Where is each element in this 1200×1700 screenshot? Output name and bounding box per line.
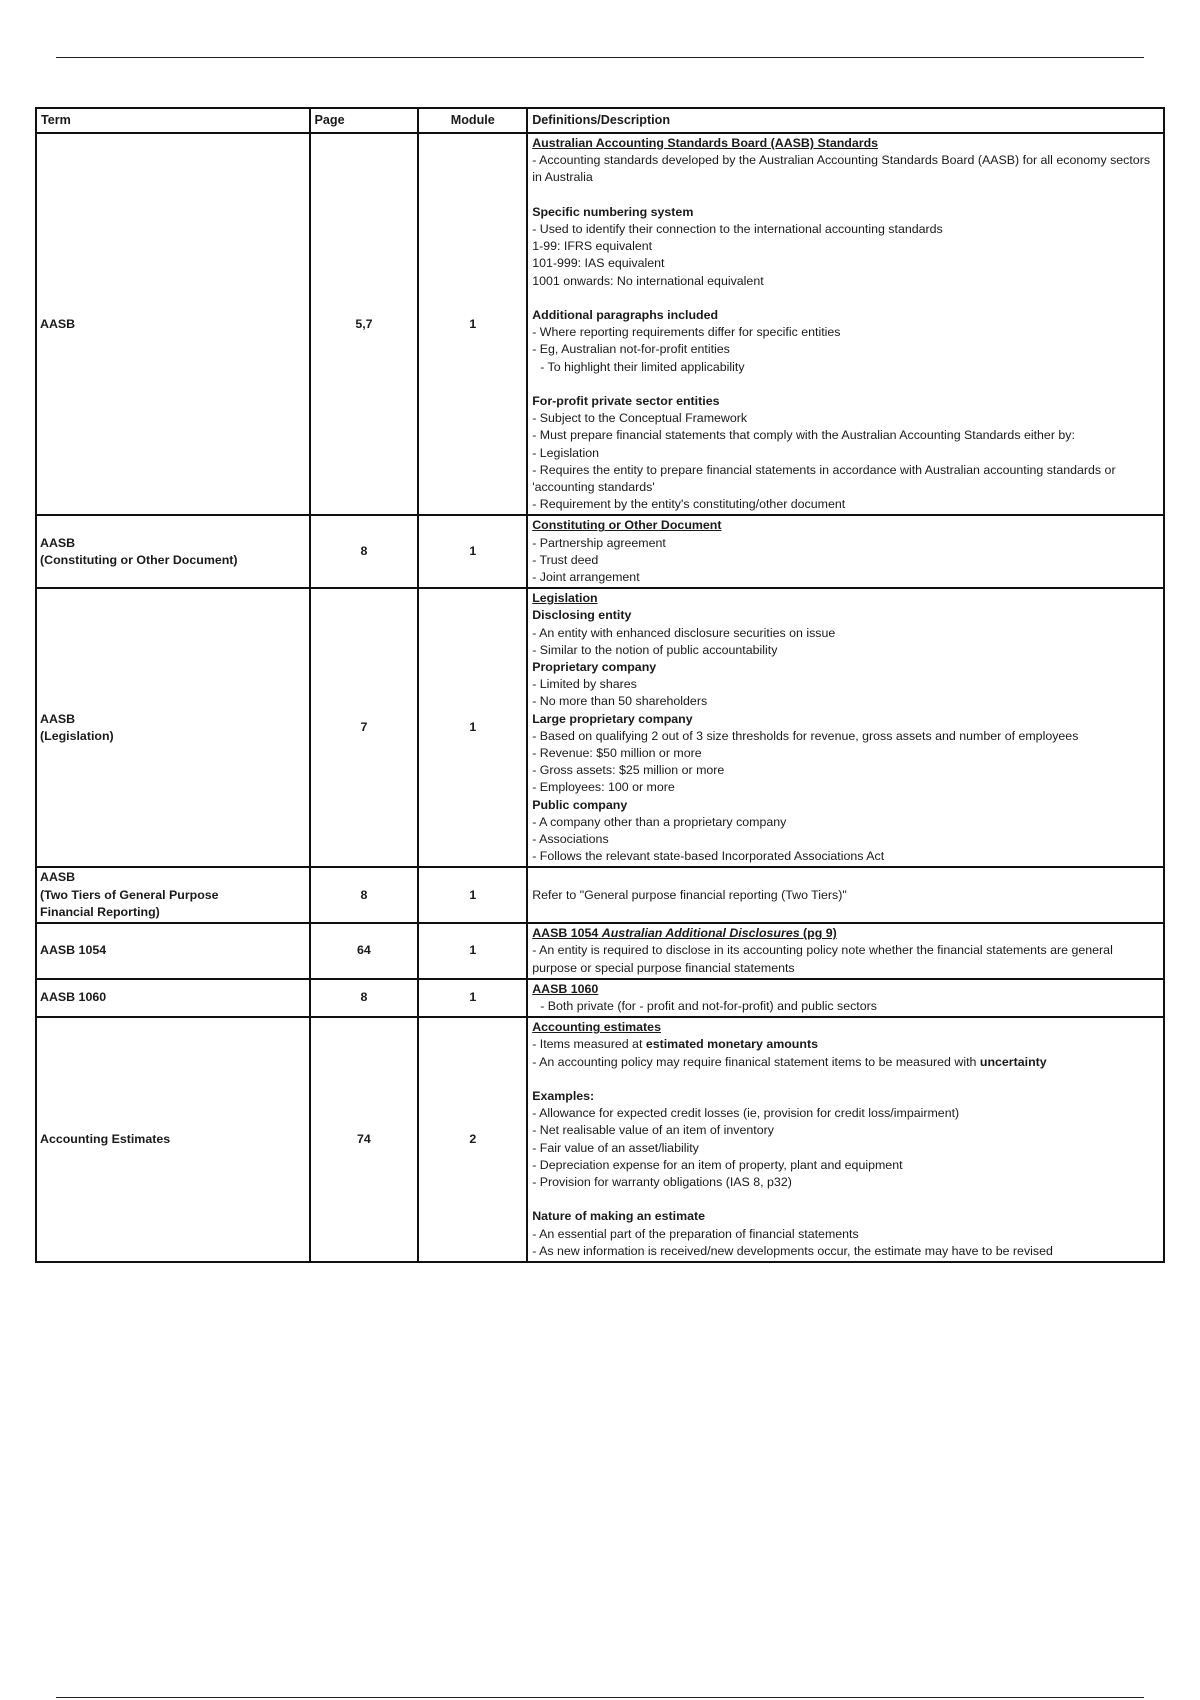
term-cell: AASB 1060 xyxy=(36,979,310,1017)
module-cell: 1 xyxy=(418,923,527,979)
page-cell: 64 xyxy=(310,923,419,979)
definition-line: - An essential part of the preparation of financial statements xyxy=(532,1226,859,1241)
footer-rule xyxy=(56,1697,1144,1698)
module-cell: 1 xyxy=(418,867,527,923)
text-run: (pg 9) xyxy=(799,926,837,941)
definition-line: - Based on qualifying 2 out of 3 size thresholds for revenue, gross assets and number of employees xyxy=(532,728,1079,743)
spacer xyxy=(532,1071,1160,1088)
term-cell: AASB (Two Tiers of General Purpose Financial Reporting) xyxy=(36,867,310,923)
definition-line: - An entity is required to disclose in its accounting policy note whether the financial statements are general purpose or special purpose financial statements xyxy=(532,943,1113,975)
column-header-page: Page xyxy=(310,108,419,133)
page-cell: 74 xyxy=(310,1017,419,1262)
definition-line: 1-99: IFRS equivalent xyxy=(532,239,653,254)
text-run: AASB 1054 xyxy=(532,926,602,941)
definition-line: - To highlight their limited applicability xyxy=(540,359,745,374)
definition-line: - Both private (for - profit and not-for-profit) and public sectors xyxy=(540,998,877,1013)
module-cell: 1 xyxy=(418,588,527,867)
text-run: estimated monetary amounts xyxy=(645,1037,818,1052)
definition-line: - Eg, Australian not-for-profit entities xyxy=(532,342,730,357)
table-row xyxy=(36,133,1164,515)
definition-subheading: Large proprietary company xyxy=(532,711,693,726)
term-cell: Accounting Estimates xyxy=(36,1017,310,1262)
definition-cell xyxy=(527,923,1164,979)
definition-line: - Allowance for expected credit losses (ie, provision for credit loss/impairment) xyxy=(532,1106,960,1121)
column-header-definition: Definitions/Description xyxy=(527,108,1164,133)
definition-subheading: Public company xyxy=(532,797,628,812)
definition-line: - Revenue: $50 million or more xyxy=(532,746,702,761)
table-header-row xyxy=(36,108,1164,133)
definition-subheading: Proprietary company xyxy=(532,660,657,675)
table-row xyxy=(36,588,1164,867)
definition-heading: Legislation xyxy=(532,591,598,606)
definition-line: - Requirement by the entity's constituting/other document xyxy=(532,497,846,512)
table-row xyxy=(36,979,1164,1017)
glossary-table xyxy=(35,107,1165,1263)
table-body xyxy=(36,133,1164,1262)
definition-line: Refer to "General purpose financial reporting (Two Tiers)" xyxy=(532,887,847,902)
table-row xyxy=(36,867,1164,923)
spacer xyxy=(532,1191,1160,1208)
page-cell: 8 xyxy=(310,515,419,588)
page-cell: 8 xyxy=(310,867,419,923)
term-cell: AASB (Constituting or Other Document) xyxy=(36,515,310,588)
definition-line: - Where reporting requirements differ for specific entities xyxy=(532,325,841,340)
definition-line: - Must prepare financial statements that comply with the Australian Accounting Standards either by: xyxy=(532,428,1075,443)
definition-line: - Subject to the Conceptual Framework xyxy=(532,411,748,426)
definition-line: - Similar to the notion of public accountability xyxy=(532,642,778,657)
definition-line: - Partnership agreement xyxy=(532,535,666,550)
definition-line: 101-999: IAS equivalent xyxy=(532,256,665,271)
definition-line: - A company other than a proprietary company xyxy=(532,814,787,829)
text-run: uncertainty xyxy=(979,1054,1047,1069)
column-header-term: Term xyxy=(36,108,310,133)
page-cell: 5,7 xyxy=(310,133,419,515)
definition-line: - Fair value of an asset/liability xyxy=(532,1140,699,1155)
definition-line xyxy=(532,1054,1160,1071)
term-cell: AASB 1054 xyxy=(36,923,310,979)
definition-subheading: Nature of making an estimate xyxy=(532,1209,706,1224)
page-cell: 7 xyxy=(310,588,419,867)
definition-line: - Follows the relevant state-based Incorporated Associations Act xyxy=(532,849,885,864)
definition-cell xyxy=(527,133,1164,515)
module-cell: 1 xyxy=(418,515,527,588)
table-row xyxy=(36,923,1164,979)
definition-heading: AASB 1060 xyxy=(532,981,599,996)
definition-line: 1001 onwards: No international equivalent xyxy=(532,273,764,288)
table-row xyxy=(36,1017,1164,1262)
definition-line: - Depreciation expense for an item of property, plant and equipment xyxy=(532,1157,903,1172)
definition-heading: Accounting estimates xyxy=(532,1020,661,1035)
text-run: - Items measured at xyxy=(532,1037,646,1052)
definition-line: - Requires the entity to prepare financial statements in accordance with Australian accounting standards or 'accounting standards' xyxy=(532,462,1116,495)
definition-subheading: Additional paragraphs included xyxy=(532,308,719,322)
definition-cell xyxy=(527,588,1164,867)
definition-line: - Associations xyxy=(532,832,609,847)
definition-line: - No more than 50 shareholders xyxy=(532,694,708,709)
definition-line: - Gross assets: $25 million or more xyxy=(532,763,725,778)
definition-line: - Employees: 100 or more xyxy=(532,780,675,795)
text-run: Australian Additional Disclosures xyxy=(601,926,800,941)
spacer xyxy=(532,376,1160,393)
module-cell: 1 xyxy=(418,133,527,515)
definition-subheading: For-profit private sector entities xyxy=(532,394,720,408)
definition-line: - Limited by shares xyxy=(532,677,637,692)
page-cell: 8 xyxy=(310,979,419,1017)
header-rule xyxy=(56,57,1144,58)
text-run: - An accounting policy may require finanical statement items to be measured with xyxy=(532,1054,980,1069)
definition-cell xyxy=(527,1017,1164,1262)
spacer xyxy=(532,187,1160,204)
module-cell: 1 xyxy=(418,979,527,1017)
definition-line xyxy=(532,1036,1160,1053)
definition-line: - Joint arrangement xyxy=(532,570,640,585)
definition-line: - Net realisable value of an item of inventory xyxy=(532,1123,774,1138)
definition-line: - As new information is received/new developments occur, the estimate may have to be revised xyxy=(532,1243,1053,1258)
definition-line: - Used to identify their connection to the international accounting standards xyxy=(532,222,943,236)
spacer xyxy=(532,290,1160,307)
term-cell: AASB (Legislation) xyxy=(36,588,310,867)
column-header-module: Module xyxy=(418,108,527,133)
definition-heading xyxy=(532,925,1160,942)
table-row xyxy=(36,515,1164,588)
definition-subheading: Disclosing entity xyxy=(532,608,632,623)
definition-cell xyxy=(527,867,1164,923)
definition-cell xyxy=(527,979,1164,1017)
definition-line: - An entity with enhanced disclosure securities on issue xyxy=(532,625,836,640)
definition-line: - Legislation xyxy=(532,445,600,460)
definition-line: - Trust deed xyxy=(532,552,599,567)
definition-subheading: Examples: xyxy=(532,1088,595,1103)
term-cell: AASB xyxy=(36,133,310,515)
definition-subheading: Specific numbering system xyxy=(532,204,694,219)
definition-cell xyxy=(527,515,1164,588)
definition-line: - Provision for warranty obligations (IAS 8, p32) xyxy=(532,1174,792,1189)
definition-heading: Constituting or Other Document xyxy=(532,518,722,533)
module-cell: 2 xyxy=(418,1017,527,1262)
definition-heading: Australian Accounting Standards Board (AASB) Standards xyxy=(532,136,879,150)
definition-line: - Accounting standards developed by the Australian Accounting Standards Board (AASB) for all economy sectors in Australia xyxy=(532,153,1151,185)
